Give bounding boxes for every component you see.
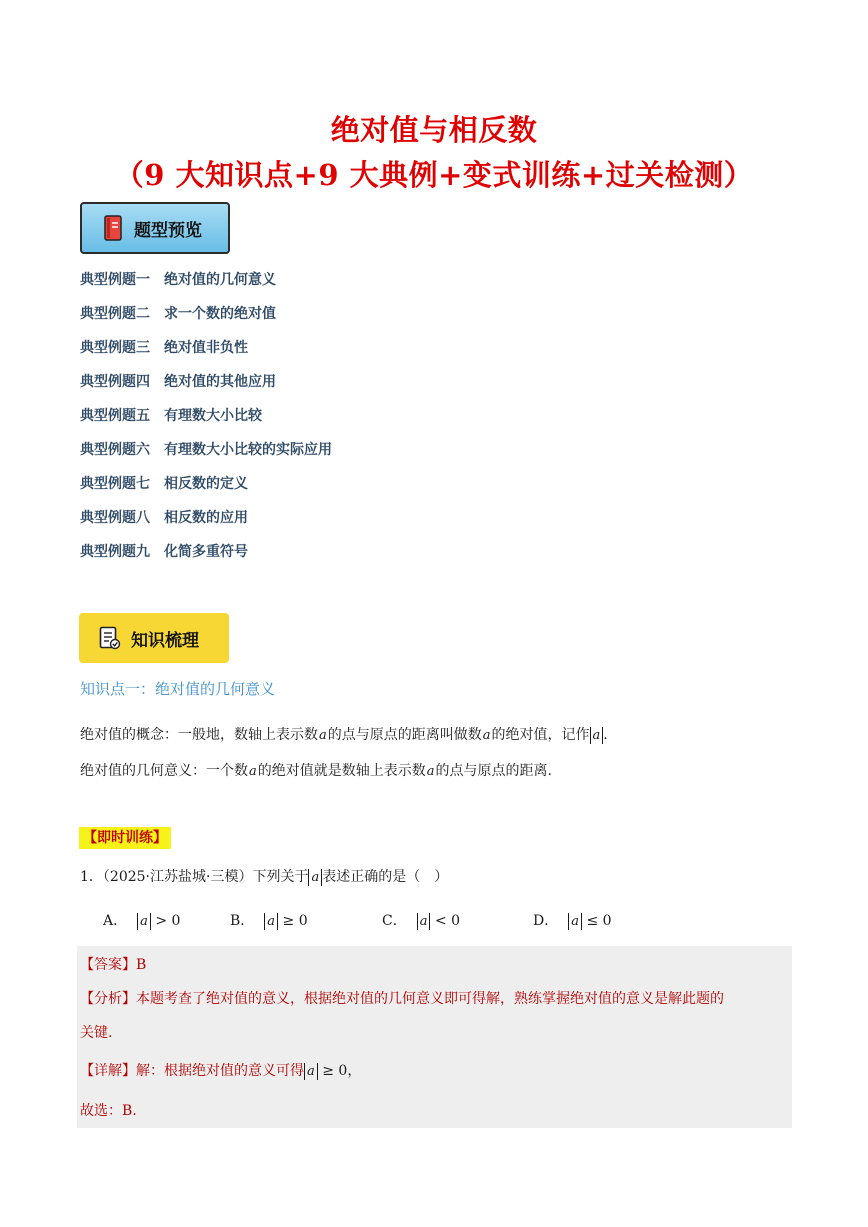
list-item: 典型例题一 绝对值的几何意义 <box>80 272 276 288</box>
question-stem: 1．（2025·江苏盐城·三模）下列关于 a 表述正确的是（ ） <box>80 869 449 885</box>
drill-label: 【即时训练】 <box>79 827 171 849</box>
option-c: C． a < 0 <box>382 913 461 929</box>
abs-definition: 绝对值的概念：一般地，数轴上表示数a的点与原点的距离叫做数a的绝对值，记作 a . <box>80 727 608 743</box>
option-d: D． a ≤ 0 <box>533 913 612 929</box>
answer-line: 【答案】B <box>80 957 147 973</box>
option-b: B． a ≥ 0 <box>230 913 308 929</box>
example-list <box>80 268 332 574</box>
list-item: 典型例题六 有理数大小比较的实际应用 <box>80 442 332 458</box>
list-item: 典型例题四 绝对值的其他应用 <box>80 374 276 390</box>
list-item: 典型例题五 有理数大小比较 <box>80 408 262 424</box>
doc-title: 绝对值与相反数 <box>330 113 538 147</box>
knowledge-point-heading: 知识点一：绝对值的几何意义 <box>80 680 276 698</box>
option-a: A． a > 0 <box>103 913 181 929</box>
choose-line: 故选：B. <box>80 1103 137 1119</box>
list-item: 典型例题八 相反数的应用 <box>80 510 248 526</box>
knowledge-badge-label: 知识梳理 <box>131 630 199 651</box>
preview-badge <box>80 202 230 254</box>
doc-subtitle: （9 大知识点+9 大典例+变式训练+过关检测） <box>114 158 754 192</box>
analysis-line: 【分析】本题考查了绝对值的意义，根据绝对值的几何意义即可得解，熟练掌握绝对值的意义是解此题的 <box>80 991 724 1007</box>
analysis-line-2: 关键. <box>80 1025 113 1041</box>
preview-badge-label: 题型预览 <box>134 220 202 241</box>
list-item: 典型例题三 绝对值非负性 <box>80 340 248 356</box>
knowledge-badge <box>79 613 229 663</box>
abs-geometric-meaning: 绝对值的几何意义：一个数a的绝对值就是数轴上表示数a的点与原点的距离. <box>80 763 552 779</box>
question-options <box>0 910 868 934</box>
list-item: 典型例题二 求一个数的绝对值 <box>80 306 276 322</box>
answer-panel <box>77 946 792 1128</box>
book-icon <box>104 215 122 241</box>
list-item: 典型例题九 化简多重符号 <box>80 544 248 560</box>
list-item: 典型例题七 相反数的定义 <box>80 476 248 492</box>
checklist-icon <box>99 626 121 650</box>
detail-line: 【详解】解：根据绝对值的意义可得 a ≥ 0， <box>80 1063 362 1079</box>
